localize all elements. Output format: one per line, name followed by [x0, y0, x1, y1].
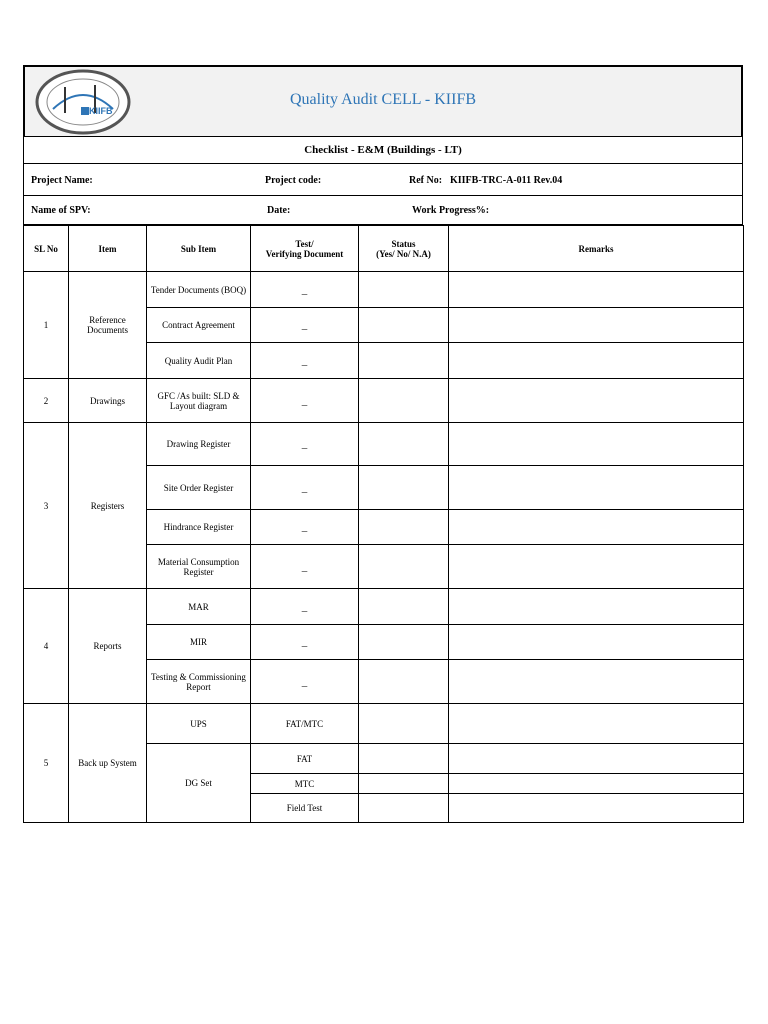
sl-cell: 2 — [24, 379, 69, 423]
project-info-row — [23, 164, 743, 196]
col-status-line2: (Yes/ No/ N.A) — [376, 248, 431, 259]
test-cell: _ — [251, 308, 359, 343]
status-cell[interactable] — [359, 343, 449, 379]
spv-name-label: Name of SPV: — [31, 205, 91, 216]
remarks-cell[interactable] — [449, 704, 744, 744]
sub-item-cell: Testing & Commissioning Report — [147, 660, 251, 704]
status-cell[interactable] — [359, 774, 449, 794]
sub-item-cell: GFC /As built: SLD & Layout diagram — [147, 379, 251, 423]
table-header-row — [24, 226, 744, 272]
test-cell: _ — [251, 466, 359, 510]
col-test-line1: Test/ — [295, 238, 314, 249]
ref-no-value: KIIFB-TRC-A-011 Rev.04 — [450, 175, 563, 186]
spv-info-row — [23, 196, 743, 225]
remarks-cell[interactable] — [449, 308, 744, 343]
status-cell[interactable] — [359, 660, 449, 704]
svg-text:KIIFB: KIIFB — [89, 106, 113, 116]
table-row — [24, 272, 744, 308]
remarks-cell[interactable] — [449, 272, 744, 308]
col-test-line2: Verifying Document — [265, 248, 344, 259]
col-test — [251, 226, 359, 272]
status-cell[interactable] — [359, 589, 449, 625]
table-row — [24, 704, 744, 744]
remarks-cell[interactable] — [449, 466, 744, 510]
test-cell: Field Test — [251, 794, 359, 823]
item-cell: Registers — [69, 423, 147, 589]
checklist-sheet — [23, 65, 743, 823]
sl-cell: 1 — [24, 272, 69, 379]
remarks-cell[interactable] — [449, 660, 744, 704]
ref-no-label: Ref No: — [409, 175, 443, 186]
status-cell[interactable] — [359, 423, 449, 466]
test-cell: MTC — [251, 774, 359, 794]
table-row — [24, 423, 744, 466]
status-cell[interactable] — [359, 704, 449, 744]
test-cell: FAT/MTC — [251, 704, 359, 744]
remarks-cell[interactable] — [449, 774, 744, 794]
status-cell[interactable] — [359, 379, 449, 423]
item-cell: Back up System — [69, 704, 147, 823]
sub-item-cell: MIR — [147, 625, 251, 660]
status-cell[interactable] — [359, 510, 449, 545]
remarks-cell[interactable] — [449, 794, 744, 823]
remarks-cell[interactable] — [449, 744, 744, 774]
sl-cell: 4 — [24, 589, 69, 704]
table-row — [24, 379, 744, 423]
test-cell: _ — [251, 545, 359, 589]
test-cell: _ — [251, 589, 359, 625]
page-title: Quality Audit CELL - KIIFB — [289, 91, 477, 108]
remarks-cell[interactable] — [449, 625, 744, 660]
table-row — [24, 589, 744, 625]
col-item: Item — [69, 226, 147, 272]
sub-item-cell: DG Set — [147, 744, 251, 823]
project-name-label: Project Name: — [31, 175, 93, 186]
sub-item-cell: Quality Audit Plan — [147, 343, 251, 379]
sub-item-cell: MAR — [147, 589, 251, 625]
sub-item-cell: Hindrance Register — [147, 510, 251, 545]
remarks-cell[interactable] — [449, 589, 744, 625]
status-cell[interactable] — [359, 545, 449, 589]
test-cell: _ — [251, 343, 359, 379]
remarks-cell[interactable] — [449, 545, 744, 589]
project-code-label: Project code: — [265, 175, 322, 186]
col-sub-item: Sub Item — [147, 226, 251, 272]
date-label: Date: — [267, 205, 291, 216]
status-cell[interactable] — [359, 466, 449, 510]
item-cell: Reports — [69, 589, 147, 704]
sub-item-cell: Tender Documents (BOQ) — [147, 272, 251, 308]
status-cell[interactable] — [359, 308, 449, 343]
work-progress-label: Work Progress%: — [412, 205, 490, 216]
status-cell[interactable] — [359, 744, 449, 774]
sl-cell: 3 — [24, 423, 69, 589]
col-status — [359, 226, 449, 272]
test-cell: FAT — [251, 744, 359, 774]
item-cell: Reference Documents — [69, 272, 147, 379]
sub-item-cell: Contract Agreement — [147, 308, 251, 343]
test-cell: _ — [251, 625, 359, 660]
test-cell: _ — [251, 660, 359, 704]
sub-item-cell: Drawing Register — [147, 423, 251, 466]
remarks-cell[interactable] — [449, 510, 744, 545]
sub-item-cell: UPS — [147, 704, 251, 744]
test-cell: _ — [251, 510, 359, 545]
test-cell: _ — [251, 379, 359, 423]
item-cell: Drawings — [69, 379, 147, 423]
col-remarks: Remarks — [449, 226, 744, 272]
status-cell[interactable] — [359, 625, 449, 660]
sl-cell: 5 — [24, 704, 69, 823]
status-cell[interactable] — [359, 272, 449, 308]
sub-item-cell: Site Order Register — [147, 466, 251, 510]
remarks-cell[interactable] — [449, 379, 744, 423]
checklist-title: Checklist - E&M (Buildings - LT) — [23, 137, 743, 164]
remarks-cell[interactable] — [449, 343, 744, 379]
test-cell: _ — [251, 423, 359, 466]
col-status-line1: Status — [391, 238, 416, 249]
remarks-cell[interactable] — [449, 423, 744, 466]
header-banner — [23, 65, 743, 137]
sub-item-cell: Material Consumption Register — [147, 545, 251, 589]
col-sl-no: SL No — [24, 226, 69, 272]
checklist-table — [23, 225, 744, 823]
test-cell: _ — [251, 272, 359, 308]
status-cell[interactable] — [359, 794, 449, 823]
